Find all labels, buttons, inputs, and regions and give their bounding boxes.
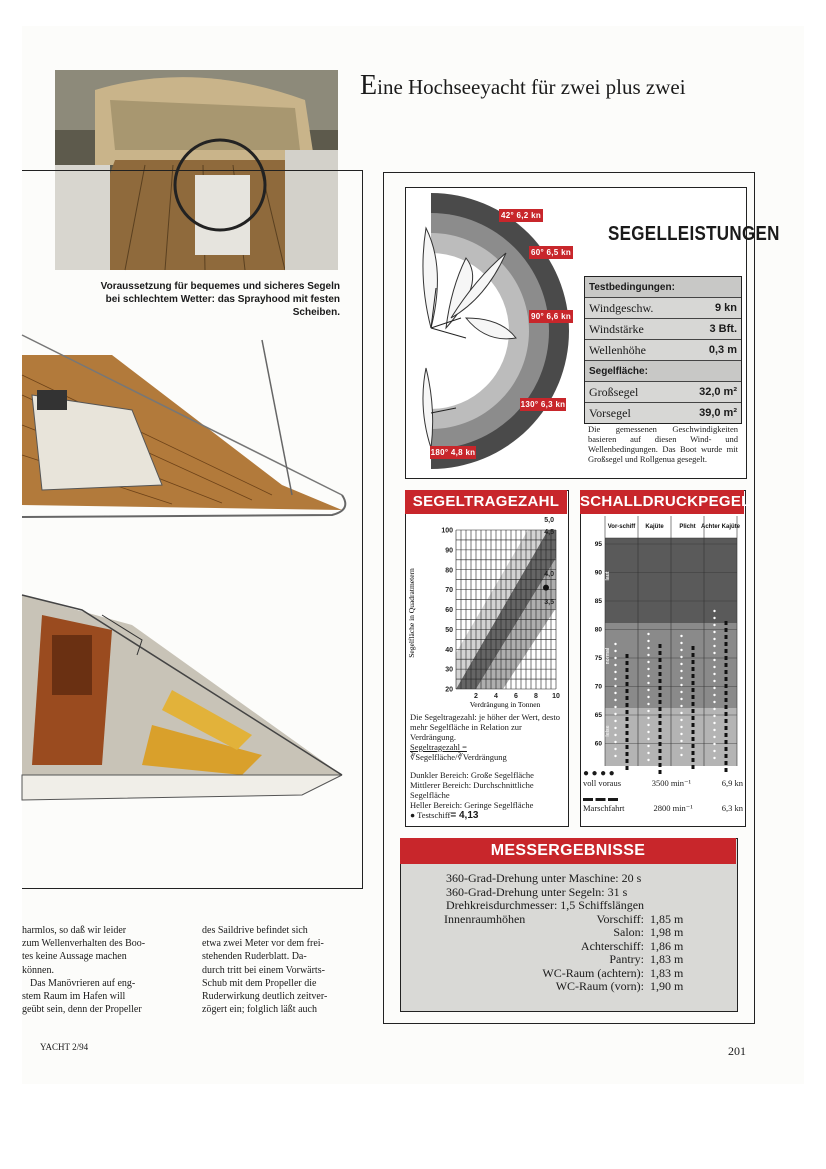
sd-dot-mark [614, 692, 616, 694]
sd-dot-mark [647, 724, 649, 726]
sd-dot-mark [713, 666, 715, 668]
sd-dot-mark [713, 624, 715, 626]
sd-ytick: 85 [594, 598, 602, 605]
sd-dash-mark [725, 642, 728, 646]
sd-dash-mark [725, 719, 728, 723]
sd-dash-mark [626, 696, 629, 700]
sd-dash-mark [692, 723, 695, 727]
sd-dot-mark [713, 729, 715, 731]
legend-dashes-icon: ▬ ▬ ▬ [583, 793, 618, 804]
sd-dot-mark [614, 755, 616, 757]
tr-xtick: 6 [514, 693, 518, 700]
sd-column-label: Vor-schiff [607, 524, 636, 530]
sd-dot-mark [647, 696, 649, 698]
sd-dot-mark [713, 757, 715, 759]
tr-rtick: 3,5 [544, 599, 554, 606]
sd-dot-mark [680, 747, 682, 749]
sd-dash-mark [659, 749, 662, 753]
sd-dot-mark [614, 650, 616, 652]
sd-dot-mark [647, 703, 649, 705]
condition-row: Windgeschw. 9 kn [585, 298, 741, 319]
sd-dash-mark [659, 742, 662, 746]
sd-ytick: 70 [594, 683, 602, 691]
sd-dot-mark [680, 698, 682, 700]
sd-dot-mark [713, 673, 715, 675]
sd-dash-mark [626, 675, 629, 679]
sd-dot-mark [713, 610, 715, 612]
sd-dot-mark [614, 657, 616, 659]
sd-dash-mark [659, 756, 662, 760]
sd-column-label: Kajüte [645, 524, 664, 530]
heights-label: Innenraumhöhen [444, 911, 526, 926]
tr-ytick: 90 [445, 547, 453, 555]
sd-dash-mark [692, 758, 695, 762]
segelleistungen-note: Die gemessenen Geschwindigkeiten basieren auf diesen Wind- und Wellenbedingungen. Das Boot wurde mit Großsegel und Rollgenua gesegelt. [588, 424, 738, 464]
sd-dash-mark [626, 745, 629, 749]
result-line: Drehkreisdurchmesser: 1,5 Schiffslängen [446, 898, 645, 912]
sd-dash-mark [692, 681, 695, 685]
sd-dash-mark [725, 761, 728, 765]
sd-dot-mark [647, 759, 649, 761]
sd-dot-mark [680, 635, 682, 637]
polar-diagram [406, 188, 581, 478]
sd-dot-mark [614, 748, 616, 750]
sd-dash-mark [692, 751, 695, 755]
tr-ytick: 60 [445, 607, 453, 614]
sd-ytick: 95 [594, 541, 602, 548]
sd-dot-mark [713, 631, 715, 633]
sd-dash-mark [659, 644, 662, 648]
sd-dash-mark [626, 752, 629, 756]
sd-dot-mark [713, 750, 715, 752]
sd-ytick: 75 [594, 655, 602, 662]
tr-xtick: 4 [494, 693, 498, 700]
tr-dark: Dunkler Bereich: Große Segelfläche [410, 770, 534, 780]
sd-dash-mark [626, 717, 629, 721]
messergebnisse-title: MESSERGEBNISSE [400, 838, 736, 864]
sd-dot-mark [647, 738, 649, 740]
tr-ytick: 70 [445, 587, 453, 595]
polar-label-90: 90° 6,6 kn [531, 312, 571, 321]
sd-band-label: normal [605, 647, 611, 665]
sd-dash-mark [692, 765, 695, 769]
tr-formula-top: Segeltragezahl = [410, 742, 467, 752]
sd-dot-mark [614, 720, 616, 722]
segeltragezahl-notes [410, 712, 562, 821]
sd-dot-mark [680, 726, 682, 728]
sd-dot-mark [614, 741, 616, 743]
sd-dot-mark [647, 689, 649, 691]
schalldruckpegel-chart [583, 516, 741, 771]
sd-dash-mark [692, 709, 695, 713]
tr-ytick: 20 [445, 686, 453, 694]
sd-dash-mark [725, 684, 728, 688]
sd-dot-mark [614, 664, 616, 666]
page-title: Eine Hochseeyacht für zwei plus zwei [360, 70, 686, 101]
condition-row: Wellenhöhe 0,3 m [585, 340, 741, 361]
sd-dot-mark [647, 752, 649, 754]
sd-dash-mark [725, 726, 728, 730]
sd-dash-mark [692, 660, 695, 664]
sd-dot-mark [680, 691, 682, 693]
sd-dot-mark [614, 643, 616, 645]
polar-label-180: 180° 4,8 kn [430, 448, 476, 457]
sd-dot-mark [647, 717, 649, 719]
tr-xtick: 10 [552, 693, 560, 700]
schalldruckpegel-title: SCHALLDRUCKPEGEL [580, 490, 744, 514]
sd-dot-mark [713, 694, 715, 696]
sd-dash-mark [725, 628, 728, 632]
sd-dash-mark [725, 754, 728, 758]
sd-dot-mark [713, 736, 715, 738]
sd-dash-mark [659, 658, 662, 662]
sd-dot-mark [713, 715, 715, 717]
sd-dot-mark [713, 617, 715, 619]
photo-caption: Voraussetzung für bequemes und sicheres Segeln bei schlechtem Wetter: das Sprayhood mit festen Scheiben. [100, 281, 340, 318]
sd-dash-mark [659, 707, 662, 711]
sd-dot-mark [713, 743, 715, 745]
sd-dash-mark [626, 668, 629, 672]
tr-ytick: 30 [445, 666, 453, 674]
polar-label-60: 60° 6,5 kn [531, 248, 571, 257]
sd-dash-mark [626, 654, 629, 658]
schalldruckpegel-legend [583, 770, 743, 814]
sd-dot-mark [713, 680, 715, 682]
sd-dash-mark [725, 663, 728, 667]
sd-dot-mark [713, 708, 715, 710]
sd-dash-mark [725, 733, 728, 737]
sd-dash-mark [692, 716, 695, 720]
sd-dot-mark [647, 682, 649, 684]
sd-dash-mark [659, 693, 662, 697]
segeltragezahl-title: SEGELTRAGEZAHL [405, 490, 567, 514]
tr-light: Heller Bereich: Geringe Segelfläche [410, 800, 534, 810]
footer-issue: YACHT 2/94 [40, 1042, 89, 1052]
sd-dash-mark [659, 763, 662, 767]
sd-dot-mark [713, 652, 715, 654]
sail-area-head: Segelfläche: [585, 361, 741, 382]
sd-dot-mark [614, 706, 616, 708]
sd-dash-mark [626, 703, 629, 707]
sd-dash-mark [725, 649, 728, 653]
sd-dash-mark [725, 712, 728, 716]
sd-dash-mark [725, 740, 728, 744]
text-column-1: harmlos, so daß wir leider zum Wellenverhalten des Boo- tes keine Aussage machen können. Das Manövrieren auf eng- stem Raum im Hafen will geübt sein, denn der Propeller [22, 925, 146, 1016]
sd-dash-mark [659, 735, 662, 739]
sd-dot-mark [680, 754, 682, 756]
sd-dash-mark [692, 667, 695, 671]
sd-dash-mark [659, 728, 662, 732]
sd-dot-mark [614, 671, 616, 673]
sd-dash-mark [692, 646, 695, 650]
sd-ytick: 80 [594, 626, 602, 634]
tr-ytick: 100 [441, 527, 453, 535]
sd-dot-mark [680, 642, 682, 644]
sail-row: Großsegel 32,0 m² [585, 382, 741, 403]
sd-dash-mark [692, 744, 695, 748]
tr-rtick: 4,0 [544, 571, 554, 578]
sd-dash-mark [725, 705, 728, 709]
yacht-illustration [22, 295, 362, 815]
tr-test: ● Testschiff= 4,13 [410, 810, 479, 821]
polar-label-130: 130° 6,3 kn [520, 400, 566, 409]
condition-row: Windstärke 3 Bft. [585, 319, 741, 340]
sd-dash-mark [725, 621, 728, 625]
sd-dash-mark [659, 714, 662, 718]
test-conditions-head: Testbedingungen: [585, 277, 741, 298]
sd-dot-mark [680, 677, 682, 679]
sd-dash-mark [626, 661, 629, 665]
polar-label-42: 42° 6,2 kn [501, 211, 541, 220]
test-conditions-table [584, 276, 742, 424]
sd-dot-mark [680, 670, 682, 672]
sd-dash-mark [626, 731, 629, 735]
sd-dash-mark [626, 759, 629, 763]
sd-dot-mark [713, 638, 715, 640]
tr-formula-bottom: ∛Segelfläche/∛Verdrängung [410, 752, 507, 762]
legend-row: Marschfahrt 2800 min⁻¹ 6,3 kn [583, 803, 743, 813]
tr-xtick: 8 [534, 693, 538, 700]
sd-dash-mark [692, 730, 695, 734]
tr-note: Die Segeltragezahl: je höher der Wert, desto mehr Segelfläche in Relation zur Verdrängung. [410, 712, 560, 742]
sd-dash-mark [725, 691, 728, 695]
sd-dot-mark [713, 659, 715, 661]
segeltragezahl-chart [408, 518, 566, 715]
sd-dot-mark [713, 722, 715, 724]
sail-row: Vorsegel 39,0 m² [589, 405, 737, 420]
sd-dot-mark [614, 727, 616, 729]
sd-dot-mark [647, 710, 649, 712]
tr-ytick: 40 [445, 646, 453, 654]
segelleistungen-title: SEGELLEISTUNGEN [608, 222, 780, 245]
sd-dot-mark [713, 701, 715, 703]
sd-dot-mark [713, 687, 715, 689]
sd-dash-mark [725, 635, 728, 639]
result-line: 360-Grad-Drehung unter Segeln: 31 s [446, 884, 628, 899]
sd-dot-mark [614, 734, 616, 736]
sd-dash-mark [725, 677, 728, 681]
result-line: 360-Grad-Drehung unter Maschine: 20 s [446, 871, 642, 885]
sd-dot-mark [680, 712, 682, 714]
sd-dash-mark [692, 674, 695, 678]
tr-ytick: 80 [445, 567, 453, 575]
sd-dot-mark [647, 731, 649, 733]
sd-dot-mark [647, 745, 649, 747]
legend-dots-icon: ● ● ● ● [583, 768, 615, 779]
heights-table: Innenraumhöhen Vorschiff: 1,85 m Salon: 1,98 m Achterschiff: 1,86 m Pantry: 1,83 m WC-Raum (achtern): 1,83 m WC-Raum (vorn): 1,90 m [444, 911, 684, 993]
tr-xtick: 2 [474, 693, 478, 700]
sd-dash-mark [659, 665, 662, 669]
sd-dot-mark [647, 661, 649, 663]
sd-dash-mark [725, 656, 728, 660]
sd-dot-mark [713, 645, 715, 647]
sd-dot-mark [680, 705, 682, 707]
sd-column-label: Plicht [679, 524, 696, 530]
sd-dash-mark [659, 700, 662, 704]
sd-dash-mark [725, 747, 728, 751]
legend-row: voll voraus 3500 min⁻¹ 6,9 kn [583, 778, 743, 788]
sd-dot-mark [680, 719, 682, 721]
sd-dot-mark [647, 647, 649, 649]
tr-xlabel: Verdrängung in Tonnen [469, 700, 541, 709]
sd-dash-mark [659, 686, 662, 690]
tr-rtick: 4,5 [544, 529, 554, 536]
sd-dot-mark [647, 640, 649, 642]
sd-dash-mark [626, 738, 629, 742]
tr-rtick: 5,0 [544, 517, 554, 524]
tr-testschiff-point [543, 585, 549, 591]
sd-dash-mark [692, 688, 695, 692]
sd-dot-mark [680, 733, 682, 735]
messergebnisse-body [410, 872, 700, 994]
sd-dash-mark [626, 689, 629, 693]
sd-dot-mark [680, 740, 682, 742]
sd-dash-mark [659, 721, 662, 725]
sd-dash-mark [725, 698, 728, 702]
sd-dash-mark [626, 724, 629, 728]
sd-dash-mark [626, 682, 629, 686]
sd-ytick: 90 [594, 569, 602, 577]
sd-ytick: 60 [594, 740, 602, 748]
sd-dot-mark [614, 678, 616, 680]
sd-dash-mark [692, 737, 695, 741]
sd-dot-mark [680, 649, 682, 651]
sd-dash-mark [692, 695, 695, 699]
tr-ylabel: Segelfläche in Quadratmetern [407, 568, 416, 658]
sd-dot-mark [680, 656, 682, 658]
sd-dot-mark [647, 675, 649, 677]
sd-band-label: laut [605, 571, 611, 581]
sd-dot-mark [647, 668, 649, 670]
sd-dot-mark [614, 685, 616, 687]
sd-dot-mark [614, 699, 616, 701]
sd-dash-mark [725, 670, 728, 674]
sd-dash-mark [692, 702, 695, 706]
sd-dot-mark [614, 713, 616, 715]
page-number: 201 [728, 1044, 746, 1058]
sd-dot-mark [647, 654, 649, 656]
text-column-2: des Saildrive befindet sich etwa zwei Meter vor dem frei- stehenden Ruderblatt. Da- durch tritt bei einem Vorwärts- Schub mit dem Propeller die Ruderwirkung deutlich zeitver- zögert ein; folglich läßt auch [202, 925, 328, 1016]
tr-mid: Mittlerer Bereich: Durchschnittliche Segelfläche [410, 780, 534, 800]
sd-ytick: 65 [594, 712, 602, 719]
sd-dash-mark [692, 653, 695, 657]
sd-band-label: leise [605, 725, 611, 737]
sd-dot-mark [680, 663, 682, 665]
sd-dash-mark [659, 679, 662, 683]
sd-dot-mark [680, 684, 682, 686]
sd-dot-mark [647, 633, 649, 635]
tr-ytick: 50 [445, 626, 453, 634]
sd-column-label: Achter Kajüte [700, 524, 741, 530]
sd-dash-mark [626, 710, 629, 714]
sd-dash-mark [659, 672, 662, 676]
sd-dash-mark [659, 651, 662, 655]
